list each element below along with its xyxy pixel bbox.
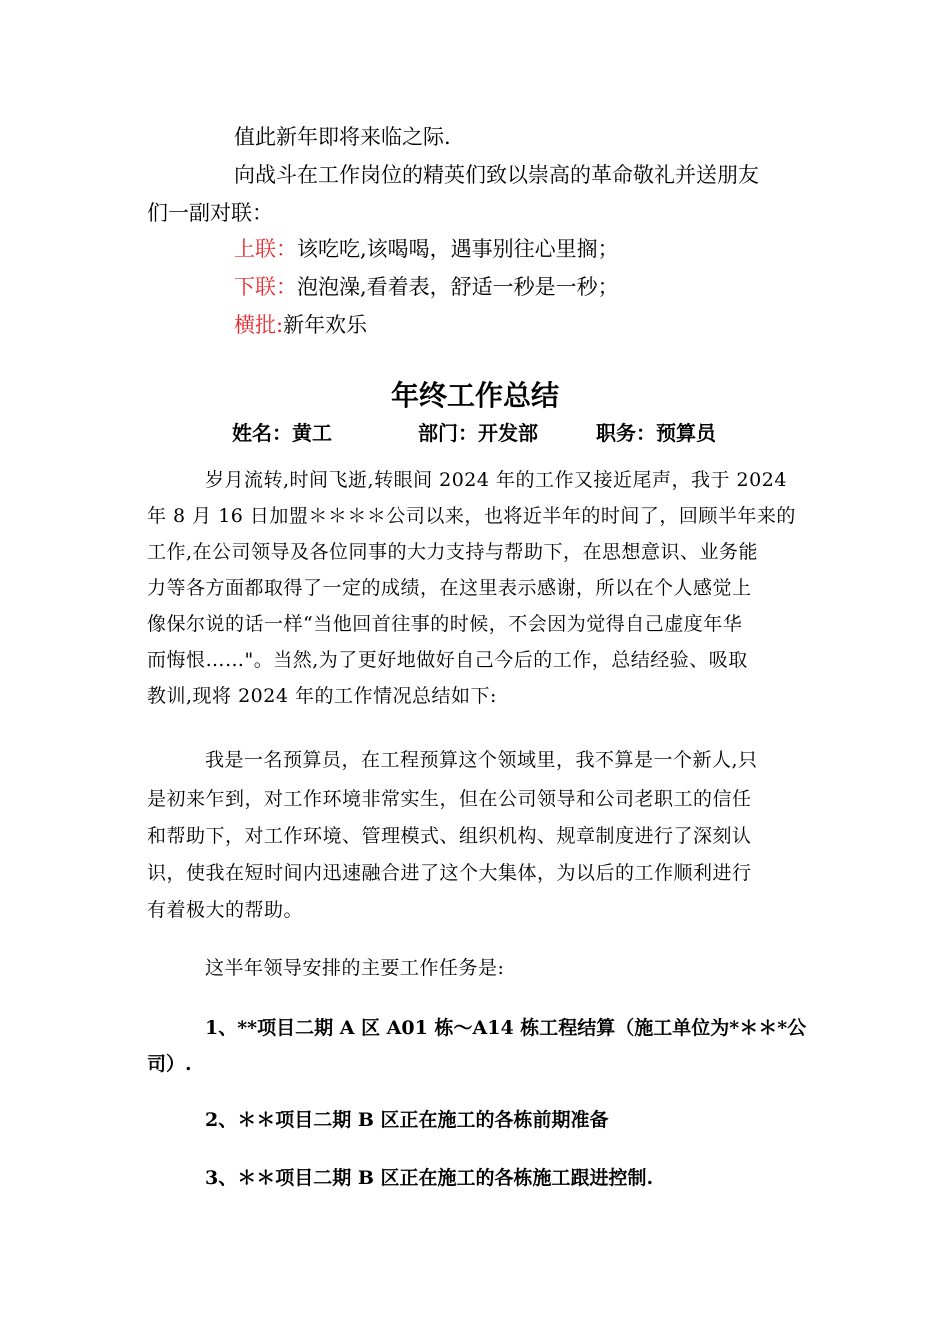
employee-department: 部门：开发部 [418, 421, 538, 445]
paragraph1-line: 年 8 月 16 日加盟＊＊＊＊公司以来，也将近半年的时间了，回顾半年来的 [147, 505, 796, 527]
task-1-line-2: 司）. [147, 1053, 192, 1075]
tasks-intro: 这半年领导安排的主要工作任务是: [205, 957, 505, 979]
paragraph2-line: 和帮助下，对工作环境、管理模式、组织机构、规章制度进行了深刻认 [147, 825, 752, 847]
paragraph2-line: 有着极大的帮助。 [147, 899, 304, 921]
paragraph1-line: 力等各方面都取得了一定的成绩，在这里表示感谢，所以在个人感觉上 [147, 577, 752, 599]
couplet-lower-text: 泡泡澡,看着表，舒适一秒是一秒； [297, 275, 619, 299]
couplet-horizontal [234, 308, 367, 342]
paragraph2-line: 我是一名预算员，在工程预算这个领域里，我不算是一个新人,只 [205, 749, 758, 771]
paragraph2-line: 识，使我在短时间内迅速融合进了这个大集体，为以后的工作顺利进行 [147, 862, 752, 884]
task-1-line-1: 1、**项目二期 A 区 A01 栋～A14 栋工程结算（施工单位为*＊＊*公 [205, 1017, 807, 1039]
paragraph1-line: 岁月流转,时间飞逝,转眼间 2024 年的工作又接近尾声，我于 2024 [205, 469, 787, 491]
intro-line-2: 向战斗在工作岗位的精英们致以崇高的革命敬礼并送朋友 [234, 163, 759, 187]
couplet-horizontal-label: 横批: [234, 313, 284, 337]
couplet-lower-label: 下联： [234, 275, 297, 299]
employee-position: 职务：预算员 [596, 421, 716, 445]
intro-line-1: 值此新年即将来临之际. [234, 125, 451, 149]
paragraph1-line: 像保尔说的话一样“当他回首往事的时候，不会因为觉得自己虚度年华 [147, 613, 743, 635]
paragraph2-line: 是初来乍到，对工作环境非常实生，但在公司领导和公司老职工的信任 [147, 788, 752, 810]
intro-line-3: 们一副对联： [147, 201, 273, 225]
paragraph1-line: 工作,在公司领导及各位同事的大力支持与帮助下，在思想意识、业务能 [147, 541, 759, 563]
couplet-lower [234, 270, 619, 304]
task-2: 2、＊＊项目二期 B 区正在施工的各栋前期准备 [205, 1109, 609, 1131]
paragraph1-line: 而悔恨……"。当然,为了更好地做好自己今后的工作，总结经验、吸取 [147, 649, 748, 671]
task-3: 3、＊＊项目二期 B 区正在施工的各栋施工跟进控制. [205, 1167, 654, 1189]
couplet-horizontal-text: 新年欢乐 [283, 313, 368, 337]
employee-name: 姓名：黄工 [232, 421, 332, 445]
summary-title: 年终工作总结 [390, 379, 559, 412]
couplet-upper-text: 该吃吃,该喝喝，遇事别往心里搁； [297, 237, 619, 261]
couplet-upper-label: 上联： [234, 237, 297, 261]
paragraph1-line: 教训,现将 2024 年的工作情况总结如下: [147, 685, 497, 707]
couplet-upper [234, 232, 619, 266]
